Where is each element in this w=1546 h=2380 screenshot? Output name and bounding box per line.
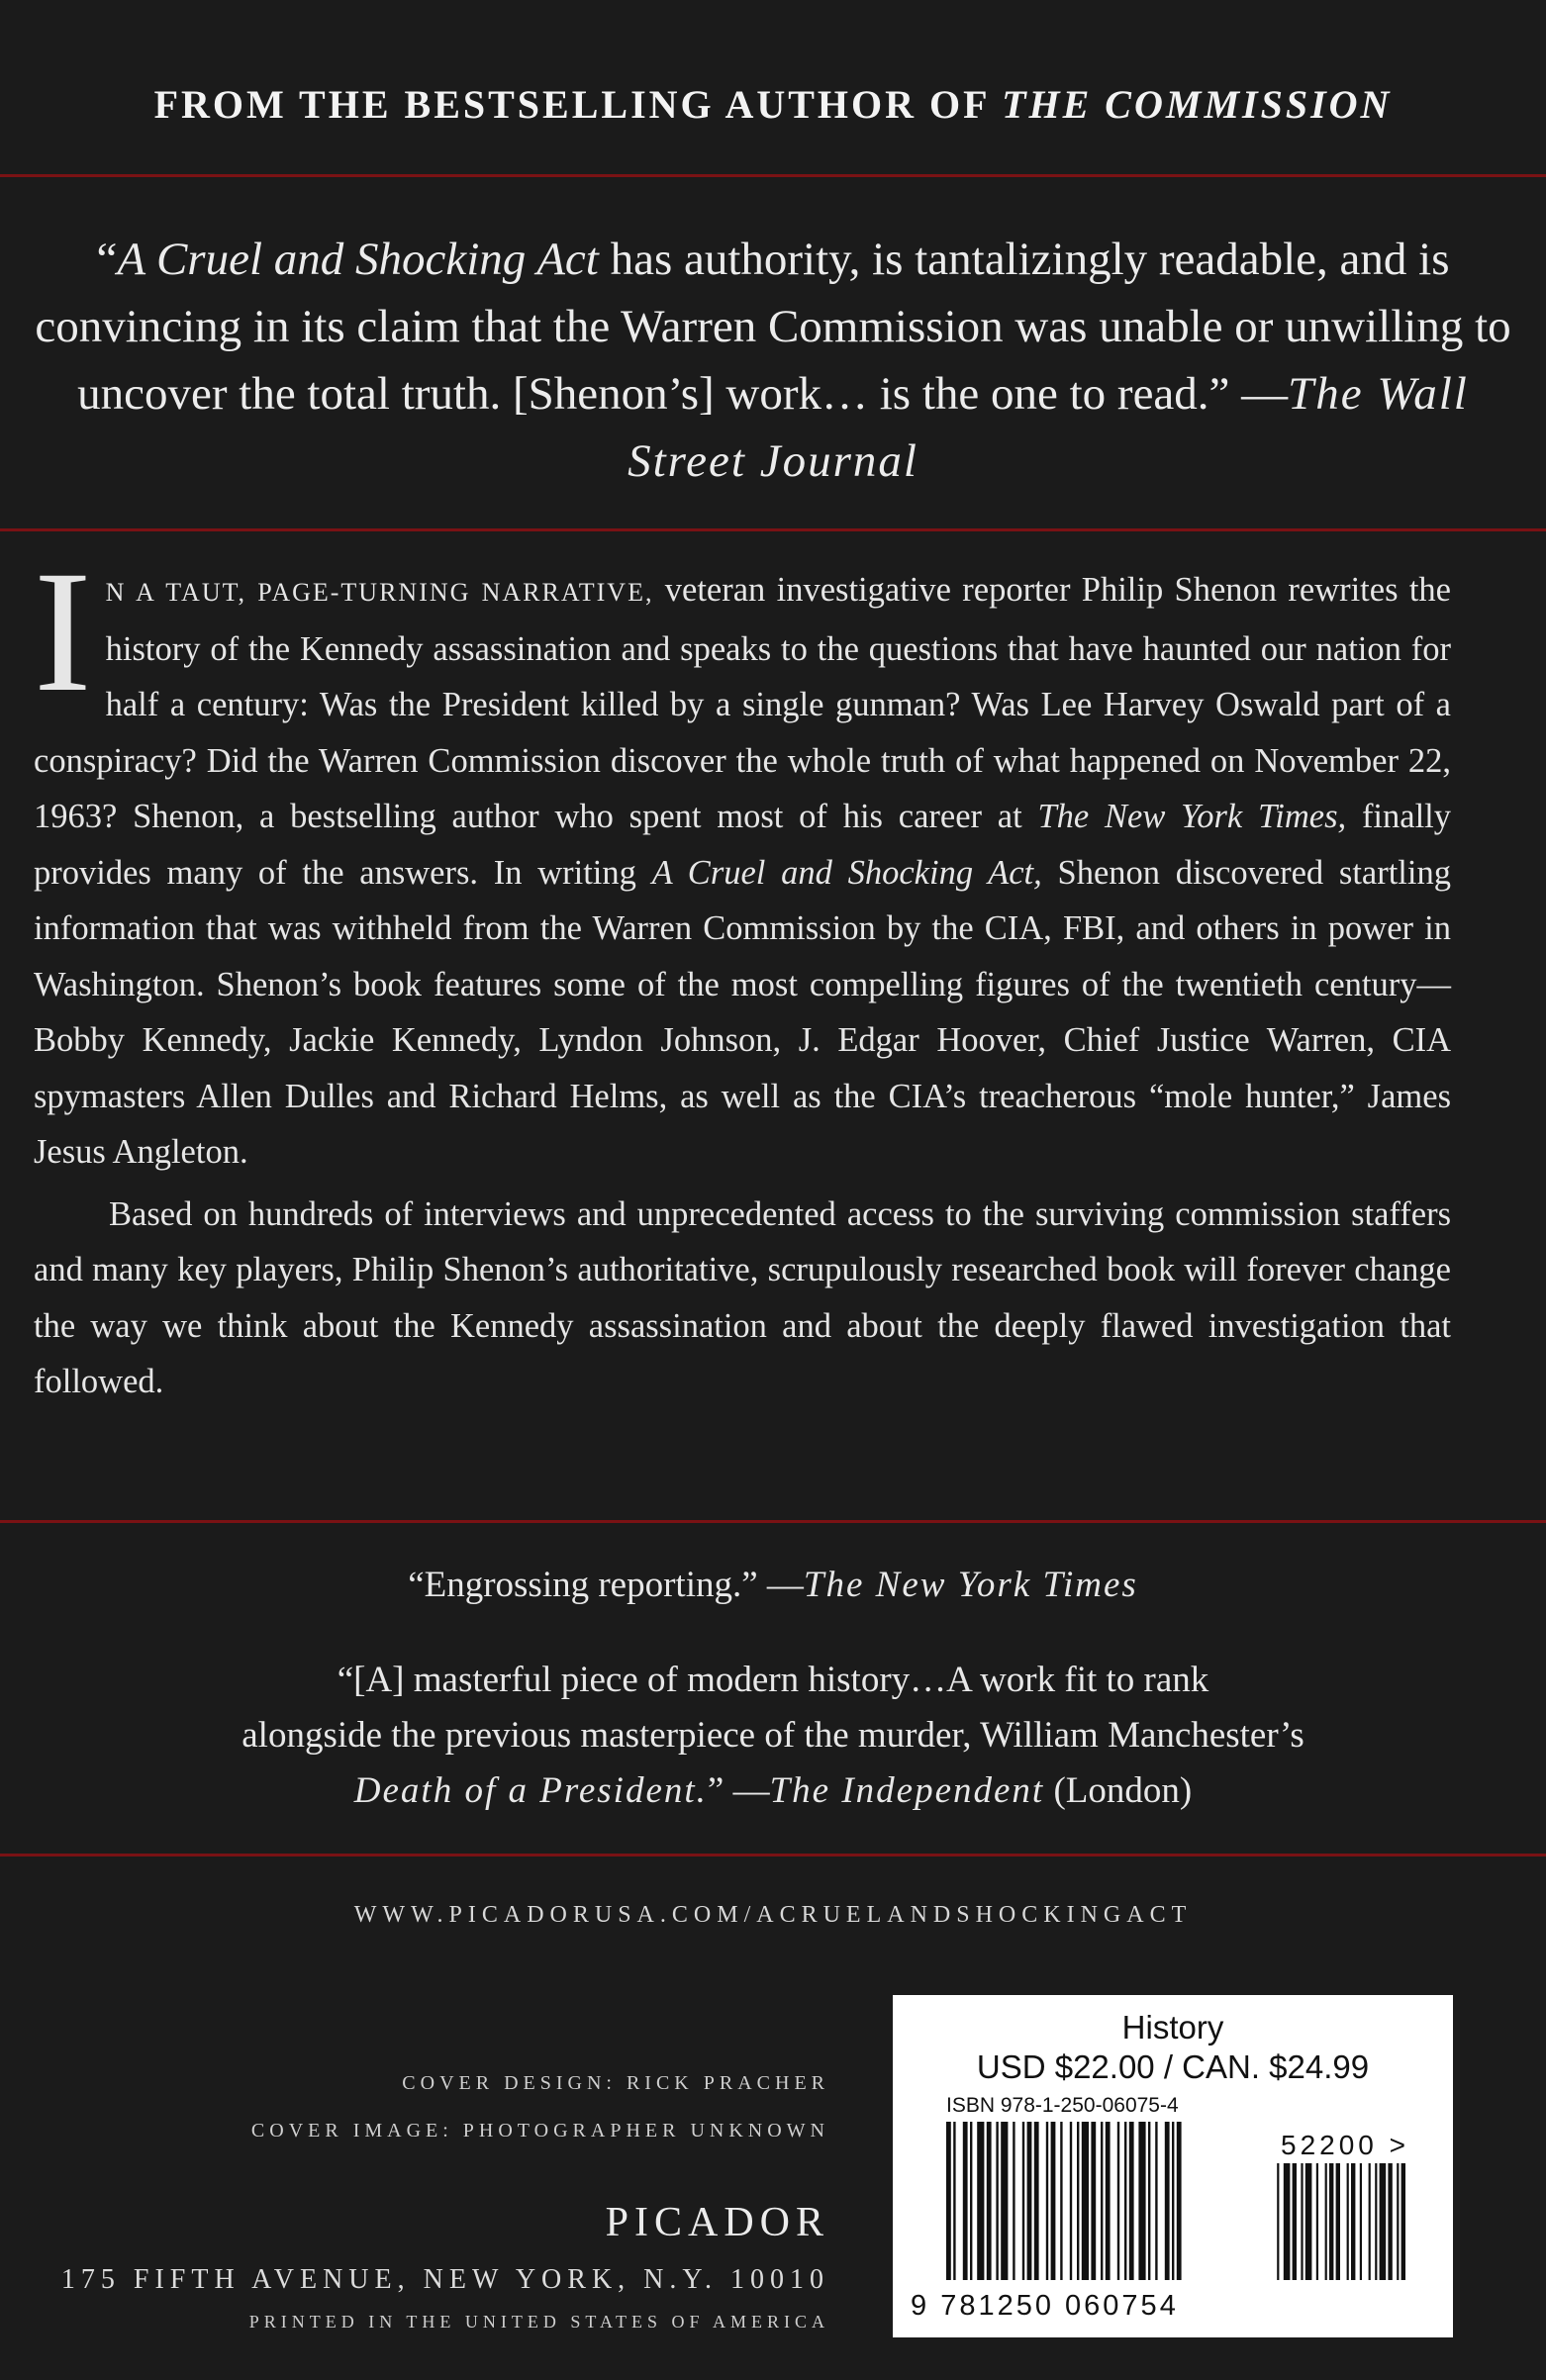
barcode-price: USD $22.00 / CAN. $24.99	[976, 2048, 1370, 2085]
lead-in: N A TAUT, PAGE-TURNING NARRATIVE,	[105, 578, 654, 607]
barcode-bar	[1165, 2122, 1170, 2280]
barcode-addon-bar	[1336, 2163, 1340, 2280]
barcode-bar	[1091, 2122, 1096, 2280]
praise-1-text: “Engrossing reporting.”	[408, 1565, 767, 1605]
publisher-address: 175 FIFTH AVENUE, NEW YORK, N.Y. 10010	[60, 2264, 829, 2295]
barcode-bar	[1070, 2122, 1072, 2280]
barcode-addon-bar	[1305, 2163, 1312, 2280]
barcode-addon-bar	[1388, 2163, 1392, 2280]
lead-quote	[30, 226, 1516, 495]
barcode-addon-bar	[1380, 2163, 1387, 2280]
cover-design-credit: COVER DESIGN: RICK PRACHER	[402, 2072, 829, 2094]
praise-2-source: The Independent	[769, 1770, 1045, 1811]
barcode-bar	[946, 2122, 951, 2280]
barcode-bar	[1013, 2122, 1015, 2280]
barcode-bar	[1124, 2122, 1126, 2280]
publisher-name: PICADOR	[605, 2200, 829, 2245]
barcode-addon-bar	[1325, 2163, 1327, 2280]
quote-book-title: A Cruel and Shocking Act	[117, 234, 599, 285]
barcode-bar	[1051, 2122, 1056, 2280]
description-paragraph-1	[34, 535, 1451, 1181]
praise-1-dash: —	[766, 1565, 804, 1605]
barcode-bar	[953, 2122, 955, 2280]
barcode-addon-bar	[1369, 2163, 1371, 2280]
barcode-label	[893, 1995, 1453, 2337]
barcode-addon-bar	[1301, 2163, 1303, 2280]
p1-text-a: veteran investigative reporter Philip Shenon rewrites the history of the Kennedy assassination and speaks to the questions that have haunted our nation for half a century: Was the President killed by a single gunman? Was Lee Harvey Oswald part of a conspiracy? Did the Warren Commission discover the whole truth of what happened on November 22, 1963? Shenon, a bestselling author who spent most of his career at	[34, 571, 1451, 835]
barcode-addon: 52200 >	[1281, 2130, 1409, 2160]
praise-2-line-2: alongside the previous masterpiece of the murder, William Manchester’s	[242, 1715, 1304, 1756]
description	[34, 535, 1451, 1410]
drop-cap: I	[34, 535, 92, 728]
quote-source: The Wall Street Journal	[628, 368, 1469, 487]
barcode-addon-bar	[1316, 2163, 1318, 2280]
barcode-bar	[1060, 2122, 1062, 2280]
barcode-bar	[1155, 2122, 1157, 2280]
barcode-bar	[1034, 2122, 1039, 2280]
rule-after-praise	[0, 1854, 1546, 1856]
barcode-digits	[911, 2290, 1179, 2323]
praise-2-book-title: Death of a President.	[353, 1770, 708, 1811]
barcode-bar	[963, 2122, 968, 2280]
cover-image-credit: COVER IMAGE: PHOTOGRAPHER UNKNOWN	[250, 2120, 829, 2142]
barcode-bar	[1106, 2122, 1111, 2280]
barcode-bar	[1022, 2122, 1024, 2280]
barcode-bar	[987, 2122, 992, 2280]
description-paragraph-2: Based on hundreds of interviews and unprecedented access to the surviving commission staffers and many key players, Philip Shenon’s authoritative, scrupulously researched book will forever change the way we think about the Kennedy assassination and about the deeply flawed investigation that followed.	[34, 1194, 1451, 1400]
p1-book-title: A Cruel and Shocking Act,	[651, 853, 1042, 892]
barcode-bar	[1101, 2122, 1103, 2280]
praise-1	[0, 1558, 1546, 1613]
barcode-isbn: ISBN 978-1-250-06075-4	[946, 2094, 1179, 2117]
quote-dash: —	[1241, 368, 1289, 420]
barcode-bar	[1138, 2122, 1145, 2280]
barcode-bar	[1027, 2122, 1032, 2280]
praise-2-suffix: (London)	[1044, 1770, 1193, 1811]
barcode-bar	[1117, 2122, 1119, 2280]
quote-open: “	[96, 234, 118, 285]
barcode-bar	[1082, 2122, 1089, 2280]
barcode-addon-bar	[1329, 2163, 1333, 2280]
barcode-addon-bar	[1351, 2163, 1355, 2280]
barcode-bar	[1172, 2122, 1174, 2280]
barcode-digit-prefix: 9	[911, 2290, 930, 2322]
barcode-bar	[1129, 2122, 1134, 2280]
barcode-bar	[1077, 2122, 1079, 2280]
barcode-addon-bar	[1397, 2163, 1399, 2280]
praise-2-line-3	[0, 1763, 1546, 1819]
barcode-addon-bar	[1284, 2163, 1291, 2280]
printed-in: PRINTED IN THE UNITED STATES OF AMERICA	[248, 2312, 829, 2332]
p1-text-c: Shenon discovered startling information that was withheld from the Warren Commission by the CIA, FBI, and others in power in Washington. Shenon’s book features some of the most compelling figures of the twentieth century—Bobby Kennedy, Jackie Kennedy, Lyndon Johnson, J. Edgar Hoover, Chief Justice Warren, CIA spymasters Allen Dulles and Richard Helms, as well as the CIA’s treacherous “mole hunter,” James Jesus Angleton.	[34, 853, 1451, 1171]
barcode-addon-bar	[1293, 2163, 1297, 2280]
barcode-bar	[1046, 2122, 1048, 2280]
barcode-bar	[996, 2122, 998, 2280]
rule-top	[0, 174, 1546, 177]
barcode-bar	[977, 2122, 984, 2280]
rule-after-quote	[0, 528, 1546, 531]
praise-2-close: ”	[707, 1770, 733, 1811]
barcode-addon-bar	[1401, 2163, 1405, 2280]
barcode-addon-bar	[1347, 2163, 1349, 2280]
banner-prefix: FROM THE BESTSELLING AUTHOR OF	[153, 82, 1003, 127]
barcode-addon-bar	[1360, 2163, 1362, 2280]
praise-1-source: The New York Times	[803, 1565, 1138, 1605]
website-link[interactable]: WWW.PICADORUSA.COM/ACRUELANDSHOCKINGACT	[353, 1902, 1193, 1928]
barcode-addon-bar	[1277, 2163, 1279, 2280]
barcode-bar	[1148, 2122, 1150, 2280]
barcode-digits-left: 781250	[940, 2290, 1054, 2322]
barcode-addon-bar	[1375, 2163, 1377, 2280]
quote-text: has authority, is tantalizingly readable, and is convincing in its claim that the Warren Commission was unable or unwilling to uncover the total truth. [Shenon’s] work… is the one to read.”	[35, 234, 1511, 420]
top-banner	[0, 81, 1546, 128]
praise-2-dash: —	[732, 1770, 770, 1811]
banner-title: THE COMMISSION	[1002, 82, 1393, 127]
barcode-bar	[1177, 2122, 1182, 2280]
praise-2	[0, 1653, 1546, 1819]
p1-text-b: finally provides many of the answers. In writing	[34, 798, 1451, 892]
barcode-bar	[970, 2122, 972, 2280]
barcode-digits-right: 060754	[1065, 2290, 1179, 2322]
barcode-genre: History	[1121, 2009, 1224, 2046]
p1-nyt: The New York Times,	[1037, 798, 1347, 835]
barcode-bar	[1001, 2122, 1008, 2280]
rule-after-description	[0, 1520, 1546, 1523]
praise-2-line-1: “[A] masterful piece of modern history…A work fit to rank	[337, 1660, 1209, 1700]
